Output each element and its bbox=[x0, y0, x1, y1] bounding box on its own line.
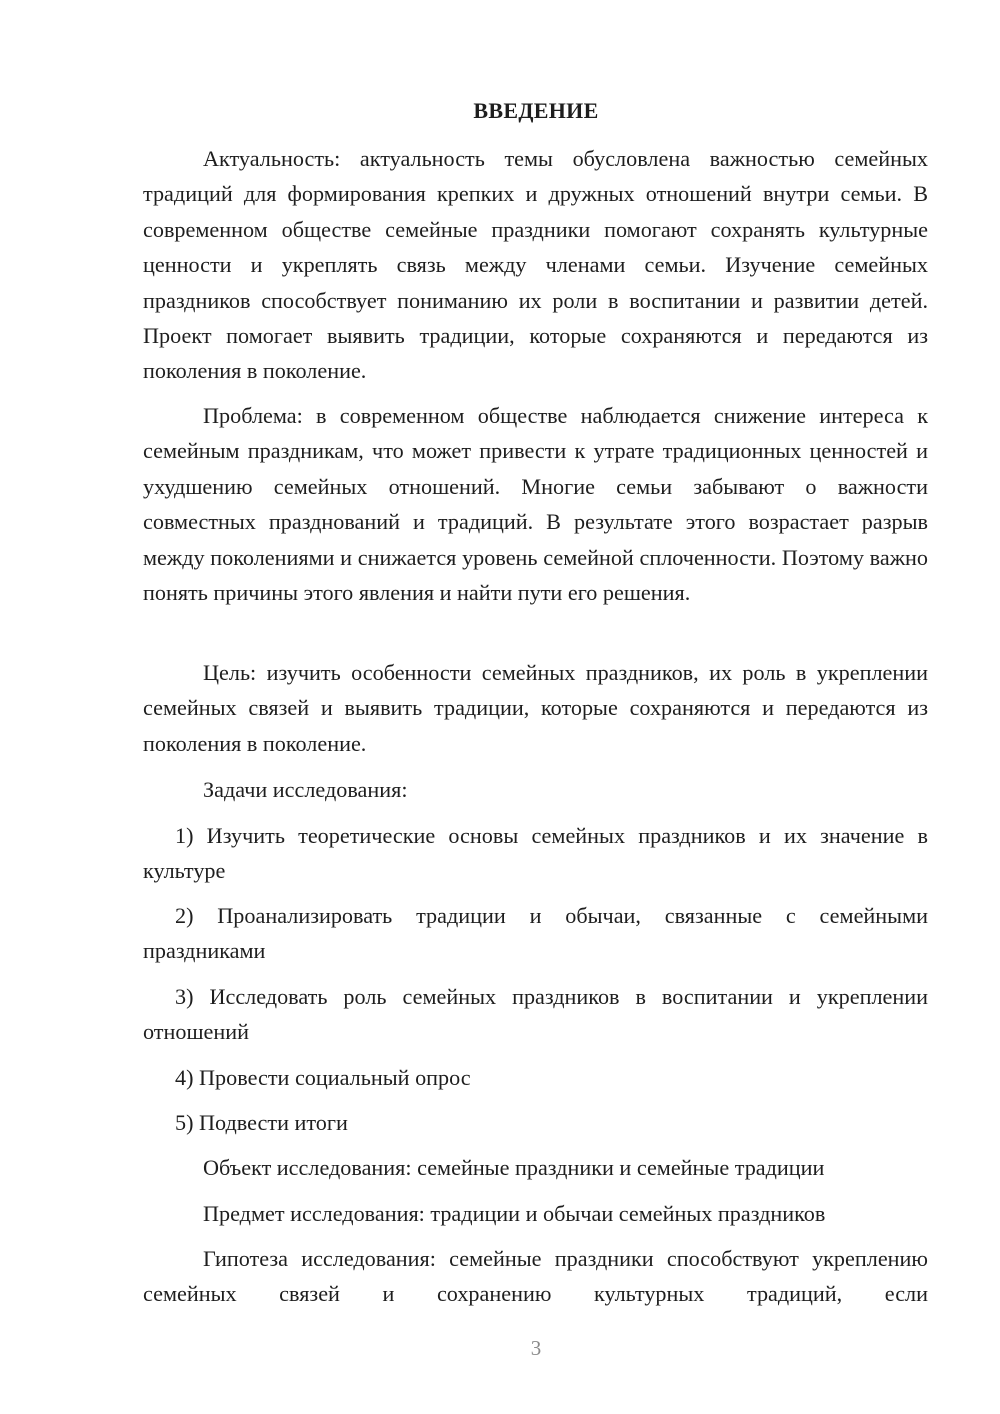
task-item-3: 3) Исследовать роль семейных праздников в воспитании и укреплении отношений bbox=[143, 984, 928, 1045]
section-title: ВВЕДЕНИЕ bbox=[473, 98, 599, 123]
relevance-paragraph: Актуальность: актуальность темы обусловлена важностью семейных традиций для формирования крепких и дружных отношений внутри семьи. В современном обществе семейные праздники помогают сохранять культурные ценности и укреплять связь между членами семьи. Изучение семейных праздников способствует пониманию их роли в воспитании и развитии детей. Проект помогает выявить традиции, которые сохраняются и передаются из поколения в поколение. bbox=[143, 146, 928, 384]
task-item-1: 1) Изучить теоретические основы семейных праздников и их значение в культуре bbox=[143, 823, 928, 884]
research-subject: Предмет исследования: традиции и обычаи семейных праздников bbox=[203, 1201, 826, 1226]
task-item-5: 5) Подвести итоги bbox=[175, 1110, 348, 1135]
goal-paragraph: Цель: изучить особенности семейных праздников, их роль в укреплении семейных связей и выявить традиции, которые сохраняются и передаются из поколения в поколение. bbox=[143, 660, 928, 756]
page-number: 3 bbox=[530, 1336, 542, 1360]
task-item-4: 4) Провести социальный опрос bbox=[175, 1065, 471, 1090]
tasks-heading: Задачи исследования: bbox=[203, 777, 408, 802]
research-object: Объект исследования: семейные праздники и семейные традиции bbox=[203, 1155, 825, 1180]
problem-paragraph: Проблема: в современном обществе наблюдается снижение интереса к семейным праздникам, что может привести к утрате традиционных ценностей и ухудшению семейных отношений. Многие семьи забывают о важности совместных празднований и традиций. В результате этого возрастает разрыв между поколениями и снижается уровень семейной сплоченности. Поэтому важно понять причины этого явления и найти пути его решения. bbox=[143, 403, 928, 606]
task-item-2: 2) Проанализировать традиции и обычаи, связанные с семейными праздниками bbox=[143, 903, 928, 964]
research-hypothesis: Гипотеза исследования: семейные праздники способствуют укреплению семейных связей и сохранению культурных традиций, если bbox=[143, 1246, 928, 1307]
